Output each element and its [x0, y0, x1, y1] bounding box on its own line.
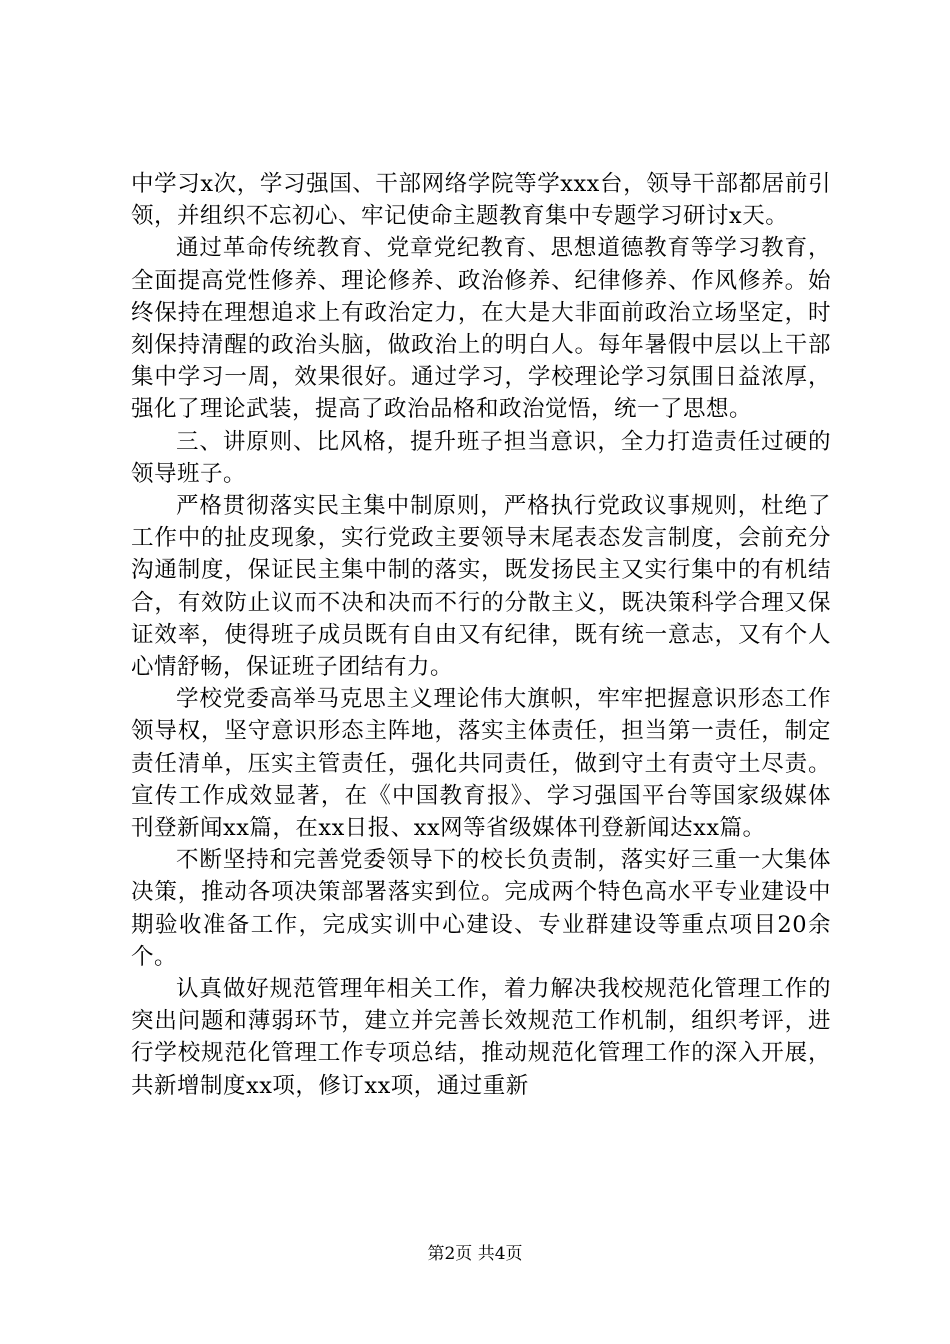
- paragraph: 学校党委高举马克思主义理论伟大旗帜，牢牢把握意识形态工作领导权，坚守意识形态主阵地，落实主体责任，担当第一责任，制定责任清单，压实主管责任，强化共同责任，做到守土有责守土尽责。宣传工作成效显著，在《中国教育报》、学习强国平台等国家级媒体刊登新闻xx篇，在xx日报、xx网等省级媒体刊登新闻达xx篇。: [131, 686, 831, 842]
- page-footer: [0, 1243, 950, 1265]
- paragraph: 通过革命传统教育、党章党纪教育、思想道德教育等学习教育，全面提高党性修养、理论修养、政治修养、纪律修养、作风修养。始终保持在理想追求上有政治定力，在大是大非面前政治立场坚定，时刻保持清醒的政治头脑，做政治上的明白人。每年暑假中层以上干部集中学习一周，效果很好。通过学习，学校理论学习氛围日益浓厚，强化了理论武装，提高了政治品格和政治觉悟，统一了思想。: [131, 235, 831, 423]
- paragraph: 中学习x次，学习强国、干部网络学院等学xxx台，领导干部都居前引领，并组织不忘初心、牢记使命主题教育集中专题学习研讨x天。: [131, 171, 831, 230]
- paragraph: 不断坚持和完善党委领导下的校长负责制，落实好三重一大集体决策，推动各项决策部署落实到位。完成两个特色高水平专业建设中期验收准备工作，完成实训中心建设、专业群建设等重点项目20余个。: [131, 847, 831, 970]
- document-body: [131, 168, 831, 1102]
- paragraph: 认真做好规范管理年相关工作，着力解决我校规范化管理工作的突出问题和薄弱环节，建立并完善长效规范工作机制，组织考评，进行学校规范化管理工作专项总结，推动规范化管理工作的深入开展，共新增制度xx项，修订xx项，通过重新: [131, 976, 831, 1099]
- paragraph: 严格贯彻落实民主集中制原则，严格执行党政议事规则，杜绝了工作中的扯皮现象，实行党政主要领导末尾表态发言制度，会前充分沟通制度，保证民主集中制的落实，既发扬民主又实行集中的有机结合，有效防止议而不决和决而不行的分散主义，既决策科学合理又保证效率，使得班子成员既有自由又有纪律，既有统一意志，又有个人心情舒畅，保证班子团结有力。: [131, 493, 831, 681]
- page-number: 第2页 共4页: [427, 1244, 523, 1264]
- section-heading: 三、讲原则、比风格，提升班子担当意识，全力打造责任过硬的领导班子。: [131, 428, 831, 487]
